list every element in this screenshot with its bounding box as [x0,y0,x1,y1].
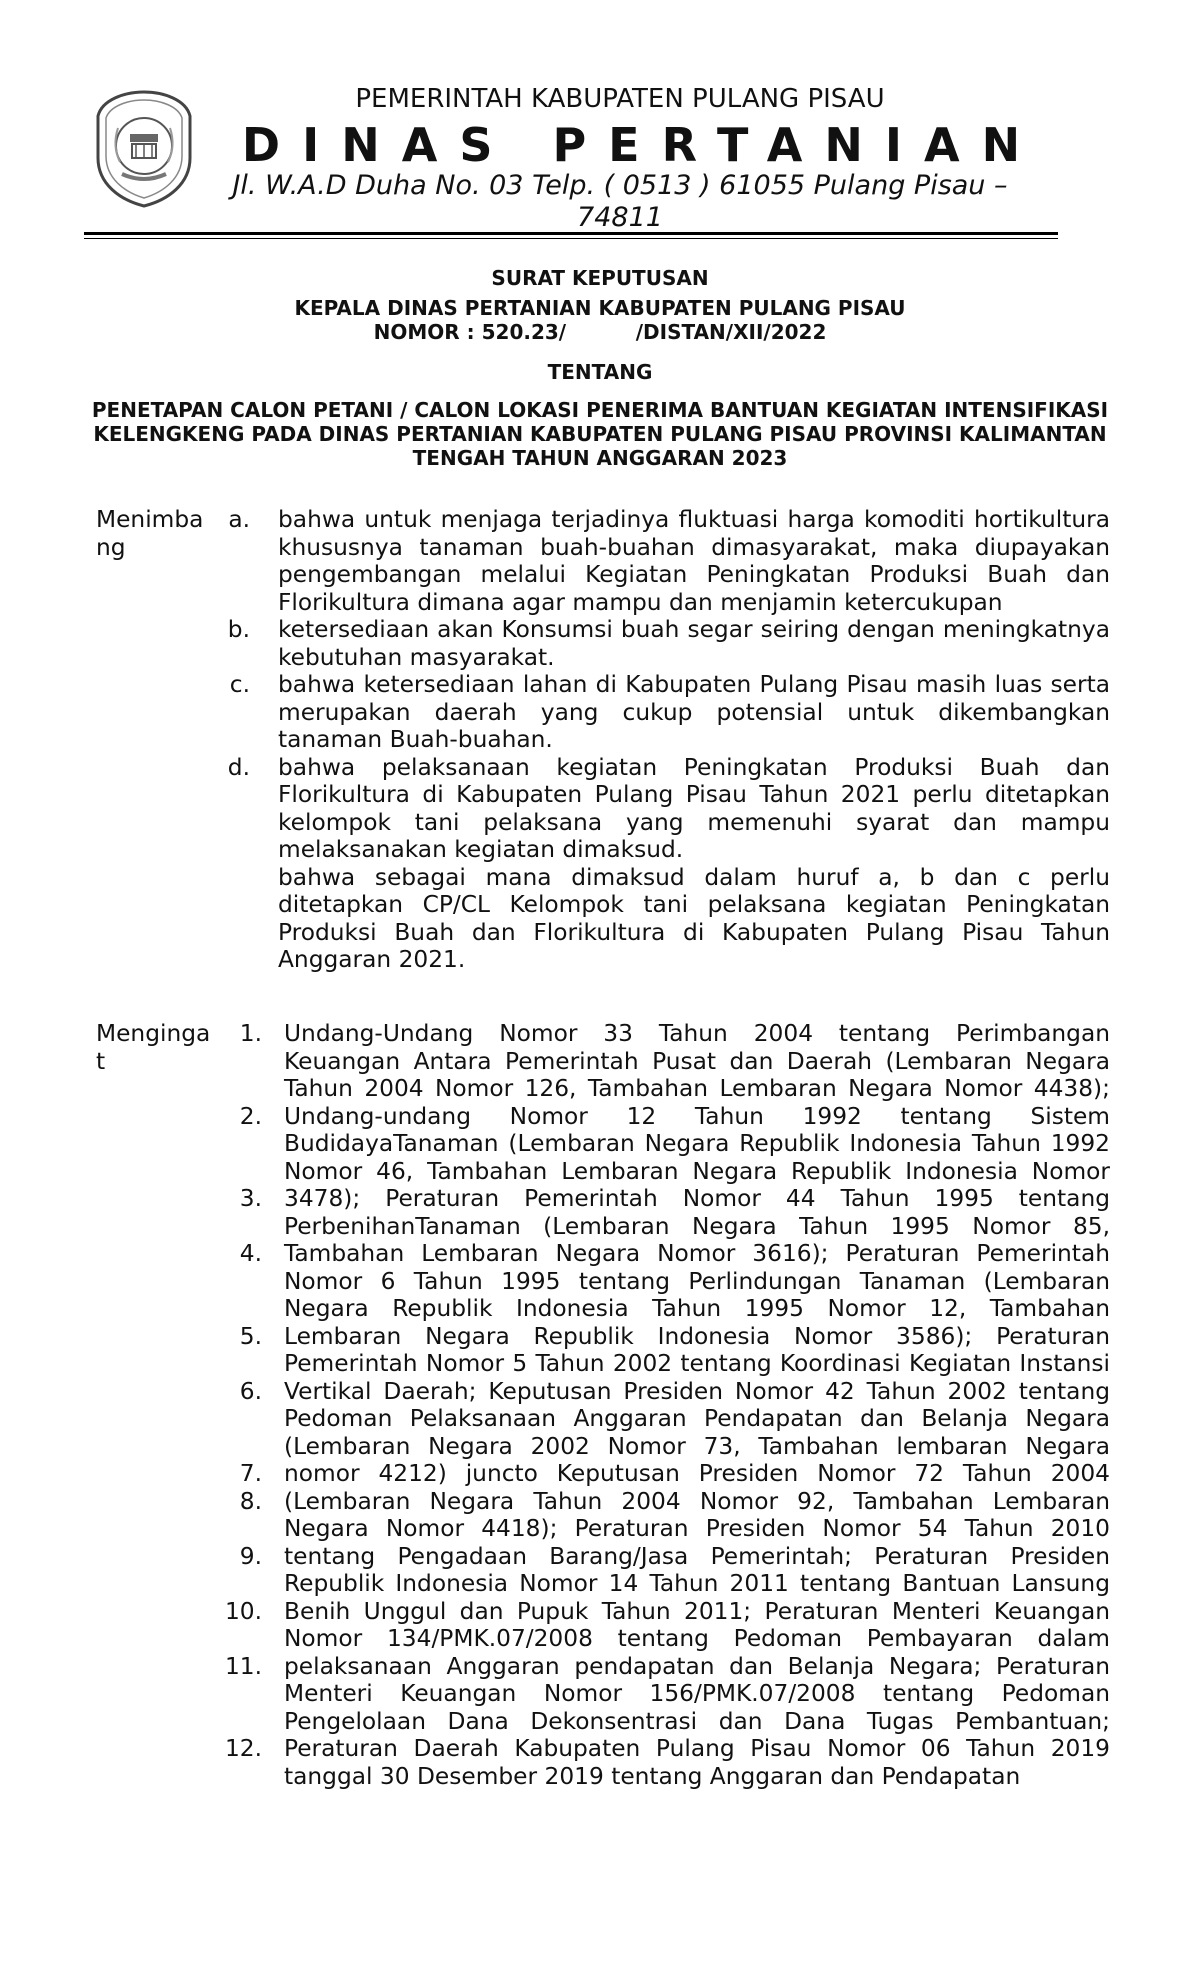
item-marker: c. [229,671,250,698]
decree-issuer: KEPALA DINAS PERTANIAN KABUPATEN PULANG PISAU [294,296,906,320]
mengingat-label: Mengingat [96,1020,211,1075]
menimbang-item-a [96,506,1116,616]
list-number-spacer [220,1350,262,1378]
list-number-spacer [220,1048,262,1076]
mengingat-number-column [220,1020,262,1763]
list-number-spacer [220,1295,262,1323]
letterhead-thick-rule [84,232,1058,235]
list-number: 6. [239,1377,262,1405]
list-number-spacer [220,1075,262,1103]
department-address: Jl. W.A.D Duha No. 03 Telp. ( 0513 ) 61055 Pulang Pisau – 74811 [232,170,1008,233]
list-number-spacer [220,1130,262,1158]
item-text: ketersediaan akan Konsumsi buah segar seiring dengan meningkatnya kebutuhan masyarakat. [278,616,1110,671]
menimbang-section [96,506,1116,974]
menimbang-item-d [96,754,1116,864]
list-number-spacer [220,1268,262,1296]
list-number: 10. [224,1597,262,1625]
decree-number: NOMOR : 520.23/ /DISTAN/XII/2022 [373,320,827,344]
list-number: 9. [239,1542,262,1570]
item-marker: a. [228,506,250,533]
mengingat-text: Undang-Undang Nomor 33 Tahun 2004 tentang Perimbangan Keuangan Antara Pemerintah Pusat dan Daerah (Lembaran Negara Tahun 2004 Nomor 126, Tambahan Lembaran Negara Nomor 4438); Undang-undang Nomor 12 Tahun 1992 tentang Sistem BudidayaTanaman (Lembaran Negara Republik Indonesia Tahun 1992 Nomor 46, Tambahan Lembaran Negara Republik Indonesia Nomor 3478); Peraturan Pemerintah Nomor 44 Tahun 1995 tentang PerbenihanTanaman (Lembaran Negara Tahun 1995 Nomor 85, Tambahan Lembaran Negara Nomor 3616); Peraturan Pemerintah Nomor 6 Tahun 1995 tentang Perlindungan Tanaman (Lembaran Negara Republik Indonesia Tahun 1995 Nomor 12, Tambahan Lembaran Negara Republik Indonesia Nomor 3586); Peraturan Pemerintah Nomor 5 Tahun 2002 tentang Koordinasi Kegiatan Instansi Vertikal Daerah; Keputusan Presiden Nomor 42 Tahun 2002 tentang Pedoman Pelaksanaan Anggaran Pendapatan dan Belanja Negara (Lembaran Negara 2002 Nomor 73, Tambahan lembaran Negara nomor 4212) juncto Keputusan Presiden Nomor 72 Tahun 2004 (Lembaran Negara Tahun 2004 Nomor 92, Tambahan Lembaran Negara Nomor 4418); Peraturan Presiden Nomor 54 Tahun 2010 tentang Pengadaan Barang/Jasa Pemerintah; Peraturan Presiden Republik Indonesia Nomor 14 Tahun 2011 tentang Bantuan Lansung Benih Unggul dan Pupuk Tahun 2011; Peraturan Menteri Keuangan Nomor 134/PMK.07/2008 tentang Pedoman Pembayaran dalam pelaksanaan Anggaran pendapatan dan Belanja Negara; Peraturan Menteri Keuangan Nomor 156/PMK.07/2008 tentang Pedoman Pengelolaan Dana Dekonsentrasi dan Dana Tugas Pembantuan; Peraturan Daerah Kabupaten Pulang Pisau Nomor 06 Tahun 2019 tanggal 30 Desember 2019 tentang Anggaran dan Pendapatan [284,1020,1110,1790]
list-number: 12. [224,1735,262,1762]
list-number: 4. [239,1240,262,1267]
item-text: bahwa ketersediaan lahan di Kabupaten Pulang Pisau masih luas serta merupakan daerah yang cukup potensial untuk dikembangkan tanaman Buah-buahan. [278,671,1110,753]
item-marker: b. [227,616,250,643]
regency-emblem-icon [92,88,196,208]
list-number: 2. [239,1102,262,1130]
list-number-spacer [220,1708,262,1736]
letterhead-thin-rule [84,238,1058,239]
menimbang-continuation: bahwa sebagai mana dimaksud dalam huruf a, b dan c perlu ditetapkan CP/CL Kelompok tani pelaksana kegiatan Peningkatan Produksi Buah dan Florikultura di Kabupaten Pulang Pisau Tahun Anggaran 2021. [278,863,1110,973]
list-number: 8. [239,1487,262,1515]
list-number-spacer [220,1625,262,1653]
list-number-spacer [220,1515,262,1543]
decree-subject: PENETAPAN CALON PETANI / CALON LOKASI PENERIMA BANTUAN KEGIATAN INTENSIFIKASI KELENGKENG PADA DINAS PERTANIAN KABUPATEN PULANG PISAU PROVINSI KALIMANTAN TENGAH TAHUN ANGGARAN 2023 [91,398,1109,470]
list-number: 7. [239,1460,262,1487]
list-number-spacer [220,1680,262,1708]
menimbang-item-b [96,616,1116,671]
list-number: 3. [239,1185,262,1212]
list-number-spacer [220,1405,262,1433]
government-name: PEMERINTAH KABUPATEN PULANG PISAU [355,84,885,114]
list-number: 11. [224,1652,262,1680]
item-marker: d. [227,753,250,781]
decree-title: SURAT KEPUTUSAN [491,266,709,290]
item-text: bahwa pelaksanaan kegiatan Peningkatan Produksi Buah dan Florikultura di Kabupaten Pulang Pisau Tahun 2021 perlu ditetapkan kelompok tani pelaksana yang memenuhi syarat dan mampu melaksanakan kegiatan dimaksud. [278,753,1110,863]
list-number-spacer [220,1433,262,1461]
department-name: DINAS PERTANIAN [241,118,1043,172]
list-number: 5. [239,1322,262,1350]
mengingat-section [96,1020,1116,1790]
menimbang-item-c [96,671,1116,754]
menimbang-label: Menimbang [96,506,204,561]
item-text: bahwa untuk menjaga terjadinya fluktuasi harga komoditi hortikultura khususnya tanaman buah-buahan dimasyarakat, maka diupayakan pengembangan melalui Kegiatan Peningkatan Produksi Buah dan Florikultura dimana agar mampu dan menjamin ketercukupan [278,506,1110,616]
list-number-spacer [220,1213,262,1241]
decree-about-label: TENTANG [547,360,653,384]
list-number-spacer [220,1158,262,1186]
list-number: 1. [239,1020,262,1047]
list-number-spacer [220,1570,262,1598]
